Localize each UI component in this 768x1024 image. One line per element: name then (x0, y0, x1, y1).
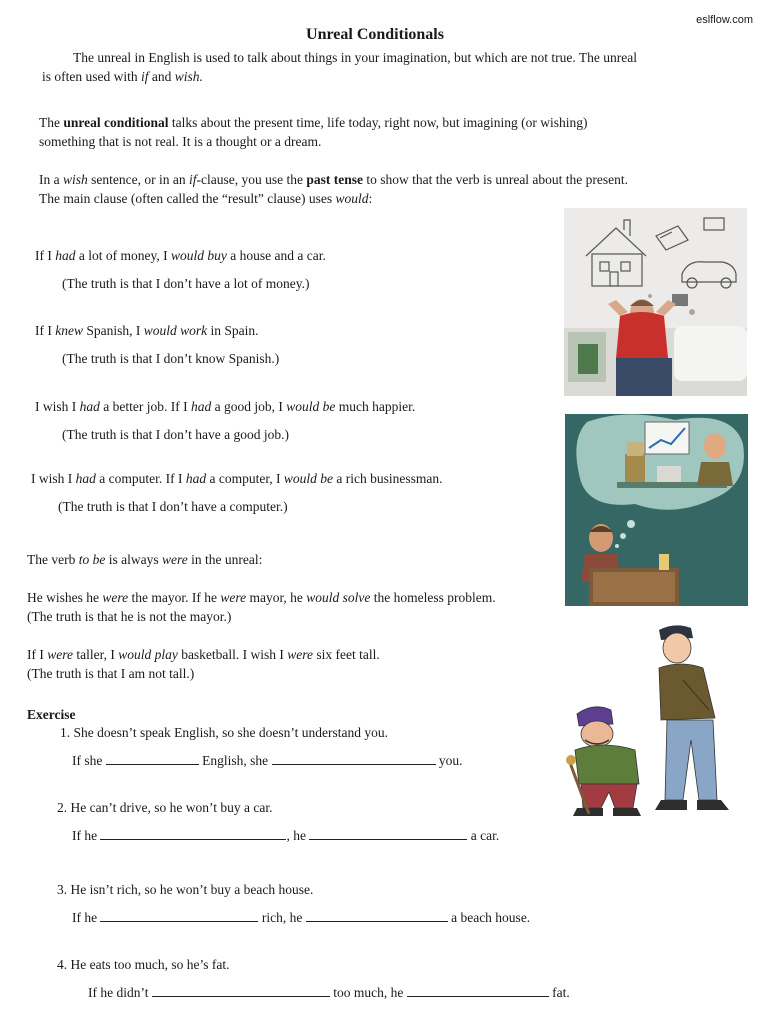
businessman-dream-illustration (565, 414, 748, 606)
example-1-truth: (The truth is that I don’t have a lot of money.) (62, 276, 310, 291)
exercise-3-answer: If he rich, he a beach house. (72, 910, 531, 925)
page-title: Unreal Conditionals (306, 26, 444, 43)
example-3: I wish I had a better job. If I had a good job, I would be much happier. (35, 399, 416, 414)
example-4-truth: (The truth is that I don’t have a computer.) (58, 499, 288, 514)
exercise-4-blank-2[interactable] (407, 984, 549, 997)
example-2-truth: (The truth is that I don’t know Spanish.) (62, 351, 280, 366)
dreaming-man-illustration (564, 208, 747, 396)
exercise-2-prompt: 2. He can’t drive, so he won’t buy a car. (57, 800, 273, 815)
example-3-truth: (The truth is that I don’t have a good job.) (62, 427, 289, 442)
conditional-line-1: The unreal conditional talks about the present time, life today, right now, but imagining (or wishing) (39, 115, 588, 130)
exercise-1-blank-2[interactable] (272, 752, 436, 765)
exercise-heading: Exercise (27, 707, 76, 722)
exercise-3-prompt: 3. He isn’t rich, so he won’t buy a beach house. (57, 882, 314, 897)
exercise-2-answer: If he , he a car. (72, 828, 500, 843)
conditional-line-2: something that is not real. It is a thought or a dream. (39, 134, 322, 149)
exercise-3-blank-2[interactable] (306, 909, 448, 922)
exercise-4-answer: If he didn’t too much, he fat. (88, 985, 570, 1000)
exercise-2-blank-1[interactable] (100, 827, 286, 840)
wish-intro-line-2: The main clause (often called the “result” clause) uses would: (39, 191, 373, 206)
mayor-truth: (The truth is that he is not the mayor.) (27, 609, 232, 624)
exercise-1-prompt: 1. She doesn’t speak English, so she doesn’t understand you. (60, 725, 388, 740)
exercise-3-blank-1[interactable] (100, 909, 258, 922)
exercise-2-blank-2[interactable] (309, 827, 467, 840)
exercise-4-prompt: 4. He eats too much, so he’s fat. (57, 957, 230, 972)
tobe-line: The verb to be is always were in the unreal: (27, 552, 263, 567)
exercise-1-answer: If she English, she you. (72, 753, 463, 768)
exercise-1-blank-1[interactable] (106, 752, 199, 765)
taller-line: If I were taller, I would play basketball. I wish I were six feet tall. (27, 647, 380, 662)
two-men-illustration (563, 622, 755, 820)
taller-truth: (The truth is that I am not tall.) (27, 666, 195, 681)
exercise-4-blank-1[interactable] (152, 984, 330, 997)
intro-line-1: The unreal in English is used to talk about things in your imagination, but which are not true. The unreal (73, 50, 638, 65)
site-name: eslflow.com (696, 14, 753, 26)
mayor-line: He wishes he were the mayor. If he were mayor, he would solve the homeless problem. (27, 590, 496, 605)
intro-line-2: is often used with if and wish. (42, 69, 203, 84)
example-4: I wish I had a computer. If I had a computer, I would be a rich businessman. (31, 471, 443, 486)
wish-intro-line-1: In a wish sentence, or in an if-clause, you use the past tense to show that the verb is unreal about the present. (39, 172, 629, 187)
example-1: If I had a lot of money, I would buy a house and a car. (35, 248, 326, 263)
example-2: If I knew Spanish, I would work in Spain. (35, 323, 259, 338)
